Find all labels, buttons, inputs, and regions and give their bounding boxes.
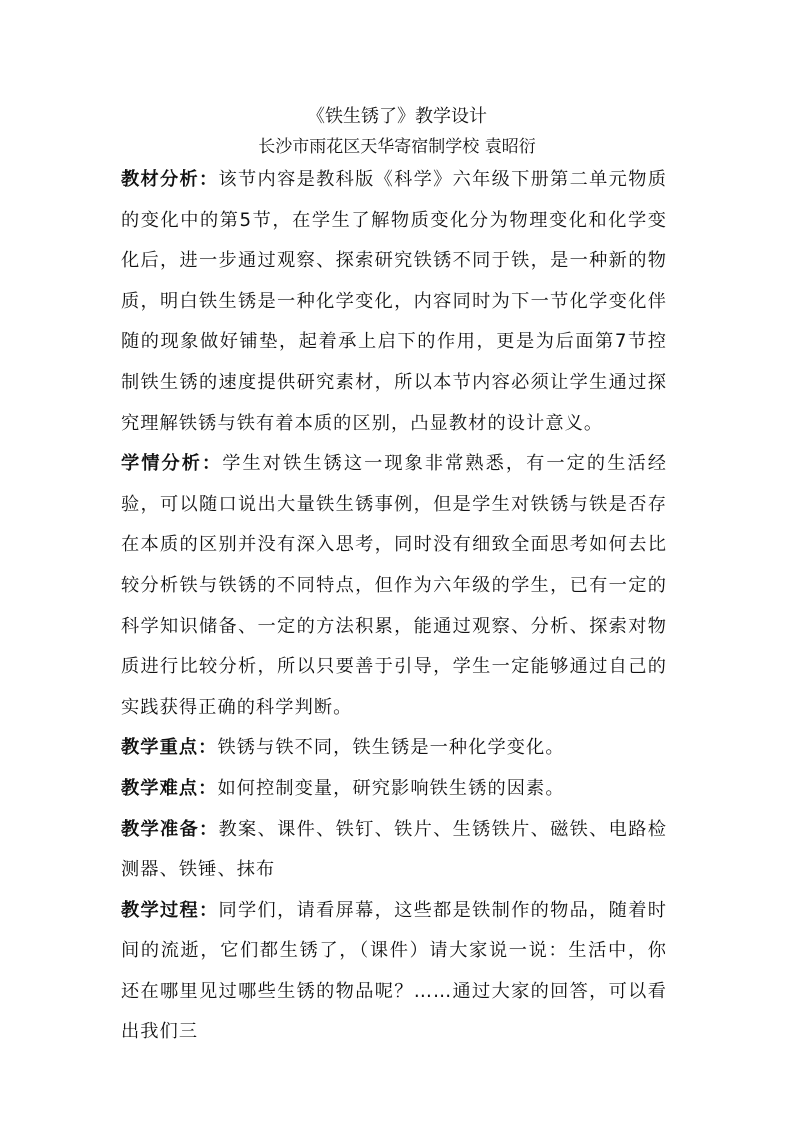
section-key-points <box>121 728 667 769</box>
section-teaching-process <box>121 891 667 1053</box>
section-label: 教材分析： <box>121 169 219 190</box>
section-text: 如何控制变量，研究影响铁生锈的因素。 <box>217 777 565 799</box>
section-text: 铁锈与铁不同，铁生锈是一种化学变化。 <box>217 737 565 759</box>
section-difficulties <box>121 769 667 810</box>
author-line: 长沙市雨花区天华寄宿制学校 袁昭衍 <box>258 137 536 157</box>
section-label: 教学重点： <box>121 737 218 759</box>
section-label: 教学过程： <box>121 899 219 921</box>
section-preparation <box>121 810 667 891</box>
section-text: 学生对铁生锈这一现象非常熟悉，有一定的生活经验，可以随口说出大量铁生锈事例，但是学生对铁锈与铁是否存在本质的区别并没有深入思考，同时没有细致全面思考如何去比较分析铁与铁锈的不同特点，但作为六年级的学生，已有一定的科学知识储备、一定的方法积累，能通过观察、分析、探索对物质进行比较分析，所以只要善于引导，学生一定能够通过自己的实践获得正确的科学判断。 <box>121 453 667 718</box>
section-text: 同学们，请看屏幕，这些都是铁制作的物品，随着时间的流逝，它们都生锈了，（课件）请大家说一说：生活中，你还在哪里见过哪些生锈的物品呢？……通过大家的回答，可以看出我们三 <box>121 899 667 1043</box>
section-label: 学情分析： <box>121 453 223 475</box>
section-text: 该节内容是教科版《科学》六年级下册第二单元物质的变化中的第5节，在学生了解物质变化分为物理变化和化学变化后，进一步通过观察、探索研究铁锈不同于铁，是一种新的物质，明白铁生锈是一种化学变化，内容同时为下一节化学变化伴随的现象做好铺垫，起着承上启下的作用，更是为后面第7节控制铁生锈的速度提供研究素材，所以本节内容必须让学生通过探究理解铁锈与铁有着本质的区别，凸显教材的设计意义。 <box>121 169 667 434</box>
section-text: 教案、课件、铁钉、铁片、生锈铁片、磁铁、电路检测器、铁锤、抹布 <box>121 818 667 881</box>
section-textbook-analysis <box>121 160 667 444</box>
section-student-analysis <box>121 444 667 728</box>
section-label: 教学难点： <box>121 777 218 799</box>
document-body <box>121 160 667 1053</box>
section-label: 教学准备： <box>121 818 219 840</box>
document-title: 《铁生锈了》教学设计 <box>307 106 487 127</box>
